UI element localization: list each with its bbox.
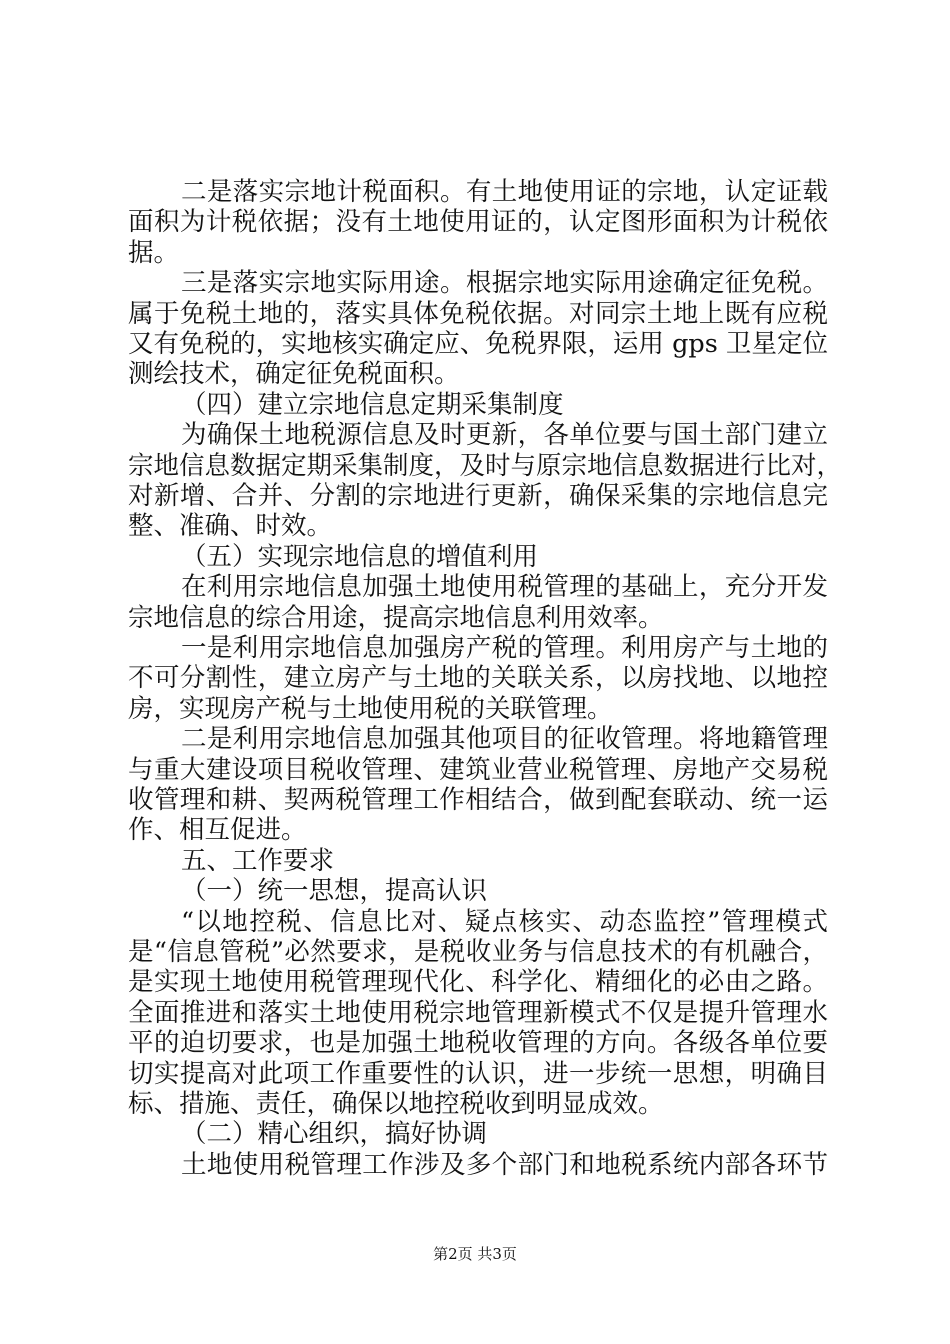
body-line: 切实提高对此项工作重要性的认识，进一步统一思想，明确目 bbox=[128, 1058, 828, 1089]
body-line: 全面推进和落实土地使用税宗地管理新模式不仅是提升管理水 bbox=[128, 997, 828, 1028]
body-line: 整、准确、时效。 bbox=[128, 511, 333, 542]
body-line: 三是落实宗地实际用途。根据宗地实际用途确定征免税。 bbox=[181, 268, 828, 299]
body-line: 宗地信息数据定期采集制度，及时与原宗地信息数据进行比对， bbox=[128, 450, 843, 481]
body-line: 测绘技术，确定征免税面积。 bbox=[128, 359, 460, 390]
body-line: 在利用宗地信息加强土地使用税管理的基础上，充分开发 bbox=[181, 572, 828, 603]
section-heading: 五、工作要求 bbox=[181, 845, 335, 876]
body-line: 不可分割性，建立房产与土地的关联关系，以房找地、以地控 bbox=[128, 663, 828, 694]
body-line: 土地使用税管理工作涉及多个部门和地税系统内部各环节 bbox=[181, 1149, 828, 1180]
body-line: 是实现土地使用税管理现代化、科学化、精细化的必由之路。 bbox=[128, 967, 828, 998]
body-line: 平的迫切要求，也是加强土地税收管理的方向。各级各单位要 bbox=[128, 1028, 828, 1059]
body-line: 据。 bbox=[128, 237, 180, 268]
page-footer: 第2页 共3页 bbox=[433, 1245, 517, 1263]
body-line: 二是落实宗地计税面积。有土地使用证的宗地，认定证载 bbox=[181, 177, 828, 207]
body-line: “以地控税、信息比对、疑点核实、动态监控”管理模式 bbox=[181, 906, 828, 937]
body-line: 标、措施、责任，确保以地控税收到明显成效。 bbox=[128, 1089, 664, 1119]
body-line: 对新增、合并、分割的宗地进行更新，确保采集的宗地信息完 bbox=[128, 481, 828, 511]
body-line: 是“信息管税”必然要求，是税收业务与信息技术的有机融合， bbox=[128, 937, 828, 967]
body-line: 面积为计税依据；没有土地使用证的，认定图形面积为计税依 bbox=[128, 207, 828, 238]
section-heading: （一）统一思想，提高认识 bbox=[181, 876, 488, 907]
body-line: 又有免税的，实地核实确定应、免税界限，运用 gps 卫星定位 bbox=[128, 329, 828, 359]
body-line: 一是利用宗地信息加强房产税的管理。利用房产与土地的 bbox=[181, 633, 828, 663]
body-line: 收管理和耕、契两税管理工作相结合，做到配套联动、统一运 bbox=[128, 785, 828, 815]
section-heading: （二）精心组织，搞好协调 bbox=[181, 1119, 488, 1150]
body-line: 作、相互促进。 bbox=[128, 815, 307, 846]
body-line: 属于免税土地的，落实具体免税依据。对同宗土地上既有应税 bbox=[128, 298, 828, 329]
section-heading: （四）建立宗地信息定期采集制度 bbox=[181, 389, 564, 420]
body-line: 房，实现房产税与土地使用税的关联管理。 bbox=[128, 693, 613, 724]
body-line: 二是利用宗地信息加强其他项目的征收管理。将地籍管理 bbox=[181, 724, 828, 755]
section-heading: （五）实现宗地信息的增值利用 bbox=[181, 541, 539, 572]
body-line: 为确保土地税源信息及时更新，各单位要与国土部门建立 bbox=[181, 420, 828, 451]
body-line: 宗地信息的综合用途，提高宗地信息利用效率。 bbox=[128, 602, 664, 633]
body-line: 与重大建设项目税收管理、建筑业营业税管理、房地产交易税 bbox=[128, 754, 828, 785]
